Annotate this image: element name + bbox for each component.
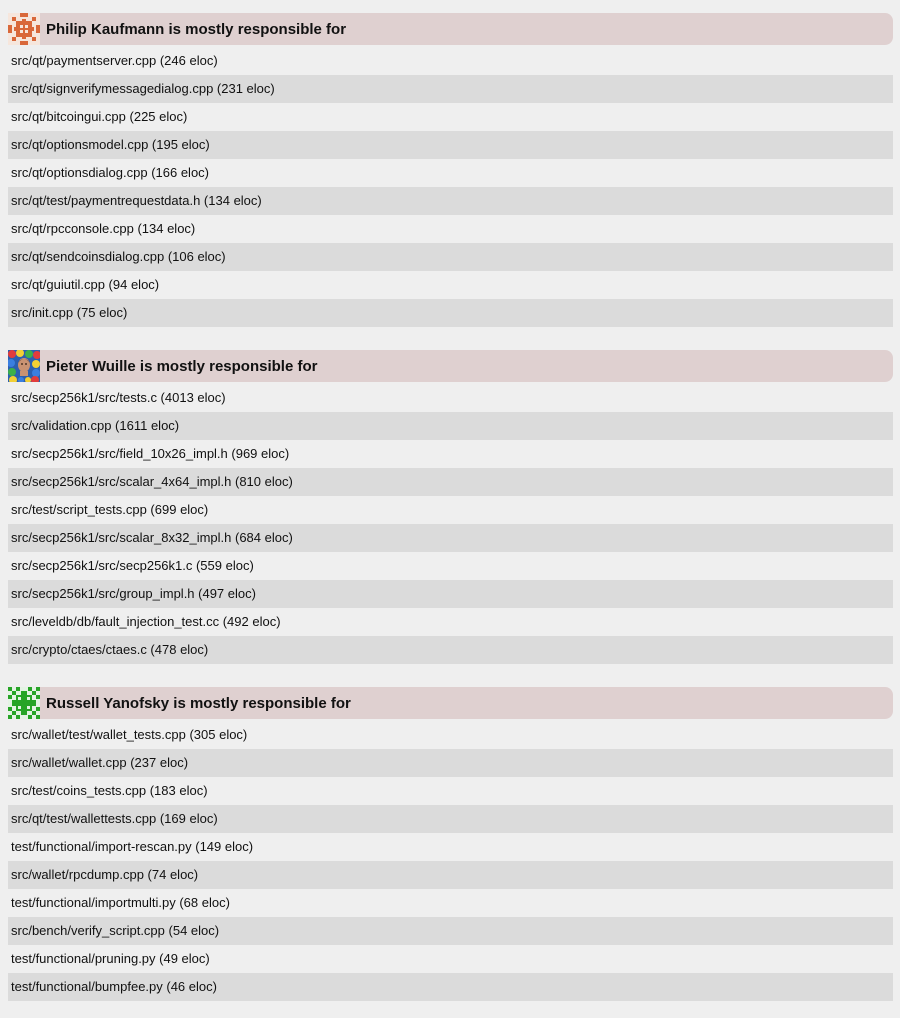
file-row: src/init.cpp (75 eloc) [8,299,893,327]
file-row: src/secp256k1/src/scalar_4x64_impl.h (810 eloc) [8,468,893,496]
file-row: src/secp256k1/src/tests.c (4013 eloc) [11,390,226,405]
file-row: src/secp256k1/src/scalar_8x32_impl.h (684 eloc) [8,524,893,552]
file-row: src/secp256k1/src/group_impl.h (497 eloc) [8,580,893,608]
photo-avatar-icon [8,350,40,382]
section-title: Pieter Wuille is mostly responsible for [46,357,318,375]
file-row: src/crypto/ctaes/ctaes.c (478 eloc) [8,636,893,664]
file-list [8,384,893,664]
file-row: test/functional/importmulti.py (68 eloc) [11,895,230,910]
identicon-green-avatar-icon [8,687,40,719]
file-row: src/qt/guiutil.cpp (94 eloc) [11,277,160,292]
file-row: src/test/script_tests.cpp (699 eloc) [11,502,209,517]
section-title: Philip Kaufmann is mostly responsible for [46,20,347,38]
file-row: src/secp256k1/src/secp256k1.c (559 eloc) [11,558,254,573]
file-row: src/qt/paymentserver.cpp (246 eloc) [11,53,218,68]
file-row: test/functional/import-rescan.py (149 eloc) [11,839,254,854]
file-row: src/qt/optionsdialog.cpp (166 eloc) [11,165,210,180]
file-row: src/qt/rpcconsole.cpp (134 eloc) [11,221,196,236]
author-section [8,350,893,664]
file-row: src/secp256k1/src/field_10x26_impl.h (969 eloc) [11,446,290,461]
file-row: src/qt/test/paymentrequestdata.h (134 eloc) [8,187,893,215]
file-row: src/qt/optionsmodel.cpp (195 eloc) [8,131,893,159]
file-row: src/leveldb/db/fault_injection_test.cc (492 eloc) [11,614,281,629]
file-row: src/qt/bitcoingui.cpp (225 eloc) [11,109,188,124]
section-header [8,350,893,382]
file-row: src/wallet/rpcdump.cpp (74 eloc) [8,861,893,889]
file-list [8,721,893,1001]
section-header [8,687,893,719]
file-row: src/qt/signverifymessagedialog.cpp (231 eloc) [8,75,893,103]
section-header [8,13,893,45]
file-row: src/validation.cpp (1611 eloc) [8,412,893,440]
file-list [8,47,893,327]
section-title: Russell Yanofsky is mostly responsible for [46,694,351,712]
file-row: src/wallet/test/wallet_tests.cpp (305 eloc) [11,727,248,742]
file-row: src/test/coins_tests.cpp (183 eloc) [11,783,208,798]
file-row: src/wallet/wallet.cpp (237 eloc) [8,749,893,777]
file-row: src/bench/verify_script.cpp (54 eloc) [8,917,893,945]
author-section [8,687,893,1001]
file-row: test/functional/bumpfee.py (46 eloc) [8,973,893,1001]
author-section [8,13,893,327]
file-row: src/qt/sendcoinsdialog.cpp (106 eloc) [8,243,893,271]
file-row: src/qt/test/wallettests.cpp (169 eloc) [8,805,893,833]
file-row: test/functional/pruning.py (49 eloc) [11,951,210,966]
identicon-orange-avatar-icon [8,13,40,45]
